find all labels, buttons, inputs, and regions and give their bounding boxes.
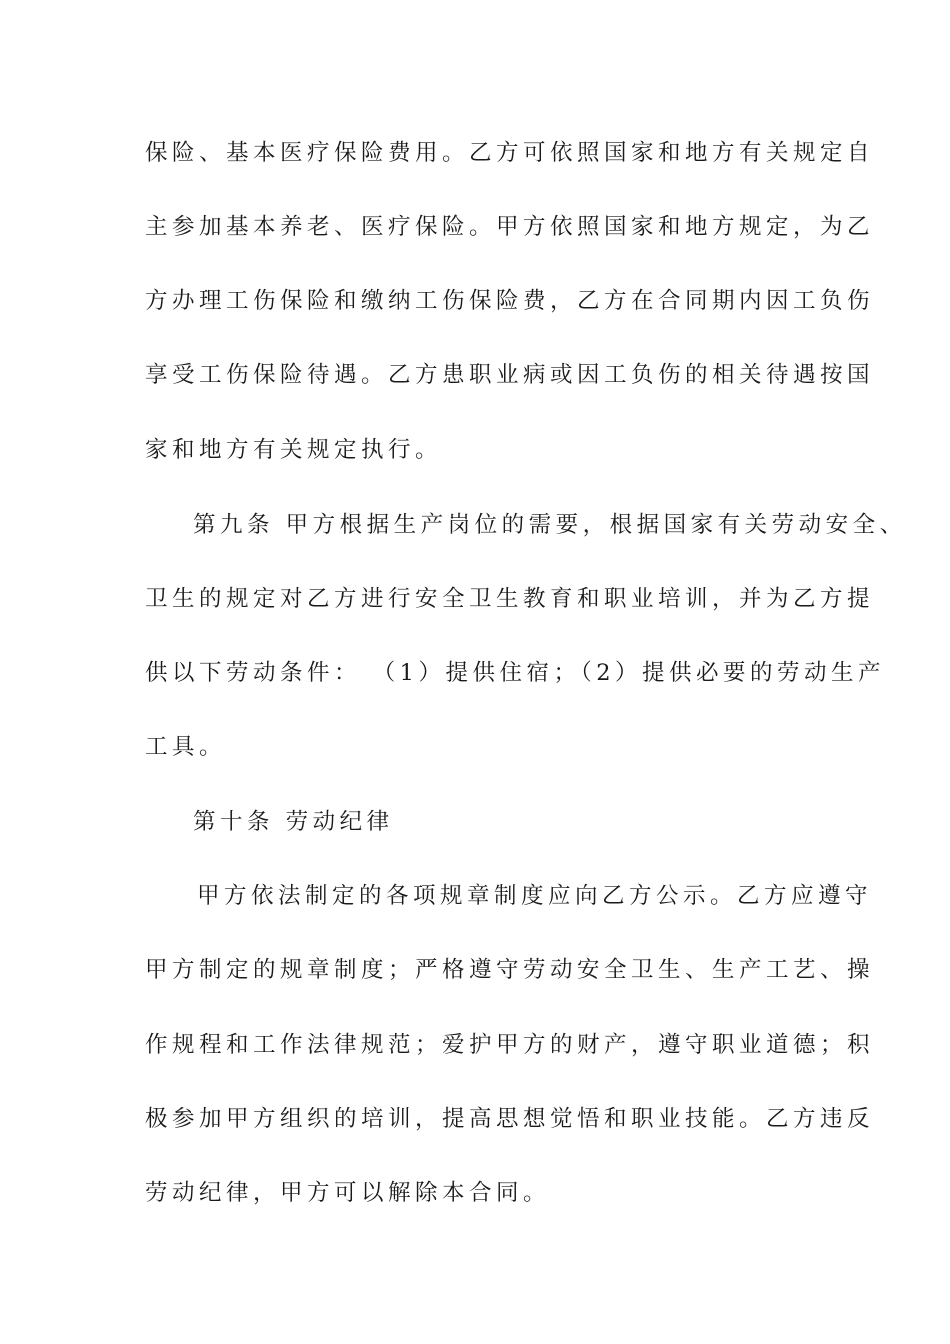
text-line: 甲方制定的规章制度；严格遵守劳动安全卫生、生产工艺、操 <box>145 957 875 983</box>
text-line: 保险、基本医疗保险费用。乙方可依照国家和地方有关规定自 <box>145 140 875 166</box>
text-line: 极参加甲方组织的培训，提高思想觉悟和职业技能。乙方违反 <box>145 1106 875 1132</box>
text-line: 卫生的规定对乙方进行安全卫生教育和职业培训，并为乙方提 <box>145 586 875 612</box>
text-line: 甲方依法制定的各项规章制度应向乙方公示。乙方应遵守 <box>197 883 873 909</box>
text-line: 主参加基本养老、医疗保险。甲方依照国家和地方规定，为乙 <box>145 214 875 240</box>
text-line: 供以下劳动条件： （1）提供住宿；（2）提供必要的劳动生产 <box>145 660 886 686</box>
text-line: 劳动纪律，甲方可以解除本合同。 <box>145 1180 551 1206</box>
text-line: 家和地方有关规定执行。 <box>145 437 443 463</box>
article-10-heading: 第十条 劳动纪律 <box>193 809 394 835</box>
text-line: 享受工伤保险待遇。乙方患职业病或因工负伤的相关待遇按国 <box>145 362 875 388</box>
article-9-first-line: 第九条 甲方根据生产岗位的需要，根据国家有关劳动安全、 <box>193 512 907 538</box>
text-line: 作规程和工作法律规范；爱护甲方的财产，遵守职业道德；积 <box>145 1032 875 1058</box>
text-line: 工具。 <box>145 734 227 760</box>
text-line: 方办理工伤保险和缴纳工伤保险费，乙方在合同期内因工负伤 <box>145 288 875 314</box>
